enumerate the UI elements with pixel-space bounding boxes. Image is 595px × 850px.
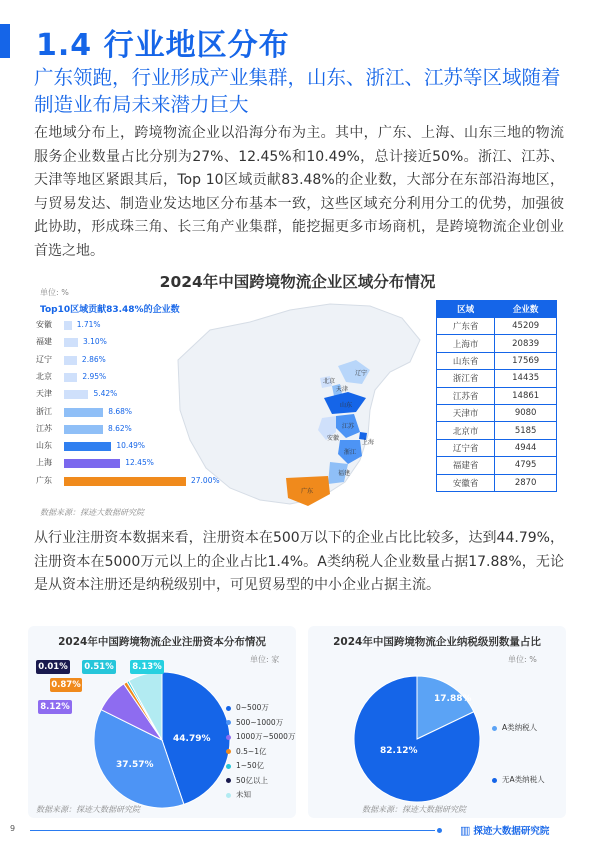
legend-label: 1~50亿: [236, 761, 265, 770]
legend-label: 50亿以上: [236, 775, 269, 785]
map-label-tianjin: 天津: [336, 386, 349, 393]
map-label-jiangsu: 江苏: [342, 423, 355, 430]
tax-chart-title: 2024年中国跨境物流企业纳税级别数量占比: [333, 636, 541, 648]
legend-label: 无A类纳税人: [502, 775, 545, 784]
legend-swatch: [226, 720, 231, 725]
table-cell-region: 天津市: [437, 404, 495, 421]
bar-value-label: 8.68%: [108, 406, 133, 416]
table-cell-count: 9080: [495, 404, 557, 421]
table-row: [437, 457, 557, 474]
table-cell-region: 上海市: [437, 335, 495, 352]
table-cell-count: 14861: [495, 387, 557, 404]
table-row: [437, 335, 557, 352]
tax-pie-value-label: 82.12%: [380, 746, 418, 756]
legend-label: 未知: [236, 790, 251, 799]
tax-chart-unit: 单位: %: [508, 655, 537, 664]
bar-4: [64, 373, 77, 382]
tax-legend-item: [492, 722, 537, 733]
legend-label: 500~1000万: [236, 717, 284, 727]
legend-label: 1000万~5000万: [236, 732, 296, 741]
capital-chart-unit: 单位: 家: [250, 655, 280, 664]
region-chart-source: 数据来源：探迹大数据研究院: [40, 508, 144, 517]
bar-category-label: 上海: [36, 458, 52, 468]
page-subtitle: 广东领跑，行业形成产业集群，山东、浙江、江苏等区域随着制造业布局未来潜力巨大: [34, 66, 561, 116]
table-row: [437, 370, 557, 387]
table-cell-region: 广东省: [437, 318, 495, 335]
tax-chart-panel: [308, 626, 566, 818]
bar-value-label: 3.10%: [83, 337, 107, 347]
capital-legend-item: [226, 746, 266, 757]
table-cell-region: 安徽省: [437, 474, 495, 491]
table-cell-region: 北京市: [437, 422, 495, 439]
region-chart-unit: 单位: %: [40, 288, 69, 297]
table-row: [437, 352, 557, 369]
paragraph-capital: 从行业注册资本数据来看，注册资本在500万以下的企业占比比较多，达到44.79%，注册资本在5000万元以上的企业占比1.4%。A类纳税人企业数量占据17.88%，无论是从资本注册还是纳税级别中，可见贸易型的中小企业占据主流。: [34, 530, 564, 593]
brand-name: 探迹大数据研究院: [473, 826, 550, 837]
map-label-fujian: 福建: [338, 470, 351, 477]
table-cell-region: 山东省: [437, 352, 495, 369]
table-row: [437, 404, 557, 421]
table-cell-count: 2870: [495, 474, 557, 491]
bar-2: [64, 338, 78, 347]
table-header-region: 区域: [437, 301, 495, 318]
bar-category-label: 天津: [36, 389, 52, 399]
table-cell-count: 4795: [495, 457, 557, 474]
table-cell-region: 江苏省: [437, 387, 495, 404]
region-ranking-table: [436, 300, 557, 492]
table-cell-count: 45209: [495, 318, 557, 335]
legend-swatch: [226, 793, 231, 798]
bar-category-label: 辽宁: [36, 354, 52, 364]
tax-chart-source: 数据来源：探迹大数据研究院: [362, 805, 466, 814]
table-cell-region: 辽宁省: [437, 439, 495, 456]
bar-category-label: 浙江: [36, 406, 52, 416]
legend-swatch: [226, 706, 231, 711]
map-label-guangdong: 广东: [301, 488, 314, 495]
capital-legend-item: [226, 789, 251, 800]
bar-category-label: 福建: [36, 337, 52, 347]
capital-pie-callout-7: 8.13%: [130, 660, 164, 674]
table-row: [437, 387, 557, 404]
top10-heading: Top10区域贡献83.48%的企业数: [40, 305, 180, 315]
bar-value-label: 2.95%: [82, 371, 107, 381]
legend-swatch: [226, 735, 231, 740]
table-row: [437, 439, 557, 456]
china-map: [170, 300, 432, 512]
bar-category-label: 广东: [36, 475, 52, 485]
legend-label: 0.5~1亿: [236, 746, 267, 756]
bar-value-label: 1.71%: [76, 320, 101, 329]
table-body: [437, 318, 557, 492]
bar-value-label: 12.45%: [125, 458, 154, 468]
map-label-shanghai: 上海: [362, 439, 375, 446]
legend-swatch: [492, 726, 497, 731]
bar-8: [64, 442, 111, 451]
bar-10: [64, 477, 186, 486]
capital-legend-item: [226, 717, 283, 728]
table-row: [437, 474, 557, 491]
table-cell-count: 14435: [495, 370, 557, 387]
bar-category-label: 山东: [36, 441, 52, 451]
capital-chart-title: 2024年中国跨境物流企业注册资本分布情况: [58, 636, 266, 648]
table-cell-count: 5185: [495, 422, 557, 439]
tanji-logo-icon: ▥: [460, 824, 471, 837]
table-cell-count: 17569: [495, 352, 557, 369]
map-label-beijing: 北京: [323, 378, 336, 385]
map-label-anhui: 安徽: [327, 435, 340, 442]
table-cell-region: 浙江省: [437, 370, 495, 387]
page-number: 9: [10, 824, 16, 833]
capital-legend-item: [226, 702, 269, 713]
footer-dot: [437, 828, 442, 833]
bar-value-label: 5.42%: [93, 389, 118, 399]
bar-value-label: 10.49%: [116, 441, 145, 451]
capital-pie-callout-4: 0.87%: [51, 680, 81, 690]
footer-rule: [30, 830, 435, 831]
legend-label: A类纳税人: [502, 723, 538, 732]
bar-3: [64, 356, 77, 365]
paragraph-region: 在地域分布上，跨境物流企业以沿海分布为主。其中，广东、上海、山东三地的物流服务企业数量占比分别为27%、12.45%和10.49%，总计接近50%。浙江、江苏、天津等地区紧跟其后，Top 10区域贡献83.48%的企业数，大部分在东部沿海地区，与贸易发达、制造业发达地区分布基本一致，这些区域充分利用分工的优势，加强彼此协助，形成珠三角、长三角产业集群，能挖掘更多市场商机，是跨境物流企业创业首选之地。: [34, 125, 564, 259]
region-chart-title: 2024年中国跨境物流企业区域分布情况: [159, 273, 436, 291]
page-title: 1.4 行业地区分布: [36, 28, 290, 63]
bar-category-label: 江苏: [36, 423, 52, 433]
title-accent-bar: [0, 24, 10, 58]
bar-value-label: 8.62%: [107, 423, 132, 433]
bar-category-label: 北京: [36, 371, 52, 381]
bar-value-label: 27.00%: [191, 475, 220, 485]
bar-value-label: 2.86%: [81, 354, 106, 364]
capital-legend-item: [226, 760, 264, 771]
legend-swatch: [226, 764, 231, 769]
table-cell-count: 4944: [495, 439, 557, 456]
legend-swatch: [226, 778, 231, 783]
tax-pie-value-label: 17.88%: [434, 694, 472, 704]
table-cell-count: 20839: [495, 335, 557, 352]
capital-pie-callout-5: 0.51%: [82, 660, 116, 674]
bar-category-label: 安徽: [36, 320, 52, 329]
table-row: [437, 318, 557, 335]
bar-1: [64, 321, 72, 330]
brand-logo: [460, 823, 549, 837]
capital-pie-value-label: 37.57%: [116, 760, 154, 770]
table-header-count: 企业数: [495, 301, 557, 318]
table-header-row: [437, 301, 557, 318]
table-row: [437, 422, 557, 439]
legend-swatch: [226, 749, 231, 754]
legend-swatch: [492, 778, 497, 783]
capital-pie-callout-6: 0.01%: [36, 660, 70, 674]
map-label-shandong: 山东: [340, 402, 353, 409]
capital-chart-panel: [28, 626, 296, 818]
table-cell-region: 福建省: [437, 457, 495, 474]
capital-legend-item: [226, 775, 268, 786]
bar-6: [64, 408, 103, 417]
legend-label: 0~500万: [236, 703, 269, 712]
bar-5: [64, 390, 88, 399]
map-outline: [178, 304, 420, 504]
capital-legend-item: [226, 731, 295, 742]
bar-9: [64, 459, 120, 468]
bar-7: [64, 425, 103, 434]
capital-pie-callout-3: 8.12%: [38, 700, 72, 714]
capital-chart-source: 数据来源：探迹大数据研究院: [36, 805, 140, 814]
map-label-liaoning: 辽宁: [355, 370, 368, 377]
capital-pie-chart: [92, 670, 232, 810]
tax-legend-item: [492, 774, 545, 785]
capital-pie-value-label: 44.79%: [173, 734, 211, 744]
map-label-zhejiang: 浙江: [344, 449, 357, 456]
